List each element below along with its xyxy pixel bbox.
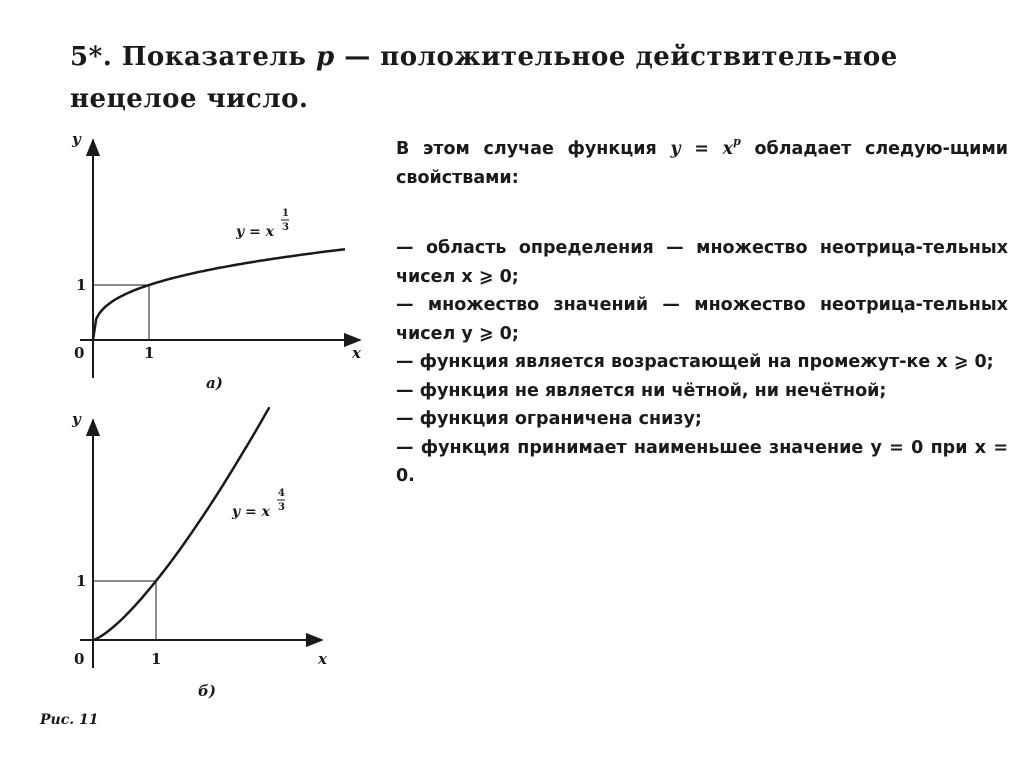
panel-caption-b: б)	[198, 682, 216, 700]
exponent-symbol: p	[315, 42, 335, 72]
x-axis-label-a: x	[352, 344, 361, 362]
property-item: — функция является возрастающей на промежут-ке x ⩾ 0;	[396, 352, 994, 372]
function-curve-a	[93, 249, 345, 340]
intro-formula-exponent: p	[733, 135, 741, 148]
property-item: — множество значений — множество неотрица-тельных чисел y ⩾ 0;	[396, 295, 1008, 344]
exponent-numerator-b: 4	[278, 488, 285, 499]
y-tick-label-b: 1	[76, 572, 87, 590]
figure-caption: Рис. 11	[40, 712, 99, 728]
function-label-a: y = x	[236, 224, 274, 240]
exponent-denominator-b: 3	[278, 502, 285, 513]
property-item: — область определения — множество неотрица-тельных чисел x ⩾ 0;	[396, 238, 1008, 287]
section-number: 5*.	[70, 42, 113, 72]
origin-label-a: 0	[74, 344, 85, 362]
x-tick-label-b: 1	[151, 650, 162, 668]
y-tick-label-a: 1	[76, 276, 87, 294]
function-curve-b	[93, 407, 269, 640]
intro-paragraph	[396, 128, 1008, 192]
property-item: — функция не является ни чётной, ни нечётной;	[396, 380, 887, 401]
function-label-b: y = x	[232, 504, 270, 520]
y-axis-label-a: y	[72, 130, 81, 148]
property-item: — функция принимает наименьшее значение y = 0 при x = 0.	[396, 437, 1008, 486]
property-item: — функция ограничена снизу;	[396, 409, 702, 429]
heading-text-after: — положительное действитель-ное нецелое число.	[70, 42, 898, 114]
x-axis-label-b: x	[318, 650, 327, 668]
exponent-denominator-a: 3	[282, 222, 289, 233]
intro-after: обладает следую-щими свойствами:	[396, 139, 1009, 188]
exponent-numerator-a: 1	[282, 208, 289, 219]
x-tick-label-a: 1	[144, 344, 155, 362]
y-axis-label-b: y	[72, 410, 81, 428]
origin-label-b: 0	[74, 650, 85, 668]
heading-text-before: Показатель	[121, 42, 307, 72]
intro-before: В этом случае функция	[396, 139, 657, 159]
panel-caption-a: а)	[206, 374, 223, 392]
properties-text	[396, 128, 1008, 491]
graph-panel-a	[71, 130, 362, 392]
graph-panel-b	[71, 407, 328, 700]
intro-formula: $y = x^p$	[670, 135, 741, 159]
